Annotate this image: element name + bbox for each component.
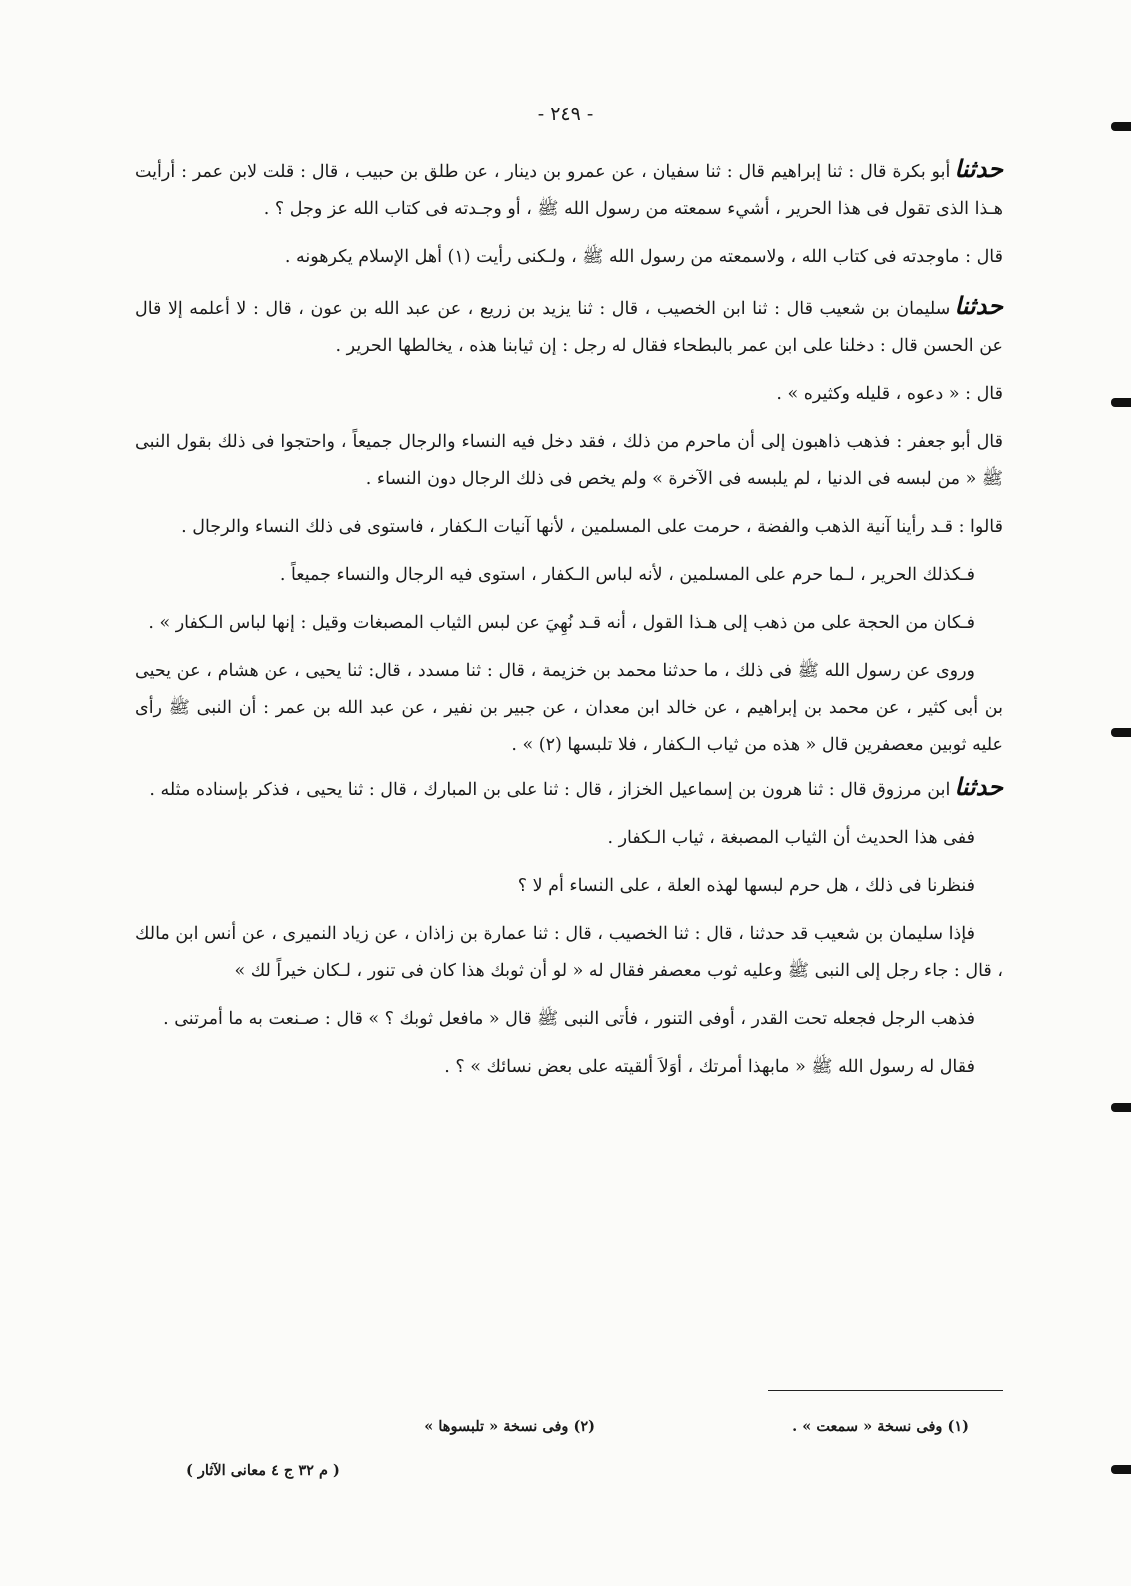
paragraph (135, 509, 1003, 546)
paragraph-text: قالوا : قـد رأينا آنية الذهب والفضة ، حرمت على المسلمين ، لأنها آنيات الـكفار ، فاستوى فى ذلك النساء والرجال . (181, 517, 1003, 537)
footnote-divider (768, 1390, 1003, 1391)
margin-mark (1111, 1103, 1131, 1112)
paragraph (135, 868, 1003, 905)
paragraph-text: فقال له رسول الله ﷺ « مابهذا أمرتك ، أوَلاَ ألقيته على بعض نسائك » ؟ . (444, 1057, 975, 1077)
paragraph (135, 916, 1003, 990)
signature-mark: ( م ٣٢ ج ٤ معانى الآثار ) (186, 1462, 340, 1479)
paragraph-text: ففى هذا الحديث أن الثياب المصبغة ، ثياب الـكفار . (607, 828, 975, 848)
hadith-lead: حدثنا (954, 154, 1003, 183)
paragraph-text: فنظرنا فى ذلك ، هل حرم لبسها لهذه العلة ، على النساء أم لا ؟ (517, 876, 975, 896)
paragraph-text: أبو بكرة قال : ثنا إبراهيم قال : ثنا سفيان ، عن عمرو بن دينار ، عن طلق بن حبيب ، قال : قلت لابن عمر : أرأيت هـذا الذى تقول فى هذا الحرير ، أشيء سمعته من رسول الله ﷺ ، أو وجـدته فى كتاب الله عز وجل ؟ . (135, 162, 1003, 219)
paragraph-text: قال أبو جعفر : فذهب ذاهبون إلى أن ماحرم من ذلك ، فقد دخل فيه النساء والرجال جميعاً ، واحتجوا فى ذلك بقول النبى ﷺ « من لبسه فى الدنيا ، لم يلبسه فى الآخرة » ولم يخص فى ذلك الرجال دون النساء . (135, 432, 1003, 489)
hadith-lead: حدثنا (954, 291, 1003, 320)
paragraph-text: قال : « دعوه ، قليله وكثيره » . (776, 384, 1003, 404)
paragraph-text: فذهب الرجل فجعله تحت القدر ، أوفى التنور ، فأتى النبى ﷺ قال « مافعل ثوبك ؟ » قال : صـنعت به ما أمرتنى . (163, 1009, 975, 1029)
paragraph (135, 376, 1003, 413)
paragraph-text: وروى عن رسول الله ﷺ فى ذلك ، ما حدثنا محمد بن خزيمة ، قال : ثنا مسدد ، قال: ثنا يحيى ، عن هشام ، عن يحيى بن أبى كثير ، عن محمد بن إبراهيم ، عن خالد ابن معدان ، عن جبير بن نفير ، عن عبد الله بن عمر : أن النبى ﷺ رأى عليه ثوبين معصفرين قال « هذه من ثياب الـكفار ، فلا تلبسها (٢) » . (135, 661, 1003, 755)
footnote-1: (١) وفى نسخة « سمعت » . (792, 1418, 969, 1435)
page-number: - ٢٤٩ - (537, 103, 594, 125)
paragraph (135, 150, 1003, 228)
margin-mark (1111, 122, 1131, 131)
paragraph-text: فإذا سليمان بن شعيب قد حدثنا ، قال : ثنا الخصيب ، قال : ثنا عمارة بن زاذان ، عن زياد النميرى ، عن أنس ابن مالك ، قال : جاء رجل إلى النبى ﷺ وعليه ثوب معصفر فقال له « لو أن ثوبك هذا كان فى تنور ، لـكان خيراً لك » (135, 924, 1003, 981)
paragraph (135, 820, 1003, 857)
paragraph (135, 1001, 1003, 1038)
paragraph (135, 287, 1003, 365)
margin-mark (1111, 728, 1131, 737)
footnote-2: (٢) وفى نسخة « تلبسوها » (424, 1418, 595, 1435)
hadith-lead: حدثنا (954, 772, 1003, 801)
paragraph-text: فـكان من الحجة على من ذهب إلى هـذا القول ، أنه قـد نُهِيَ عن لبس الثياب المصبغات وقيل : إنها لباس الـكفار » . (148, 613, 975, 633)
paragraph (135, 557, 1003, 594)
paragraph-text: فـكذلك الحرير ، لـما حرم على المسلمين ، لأنه لباس الـكفار ، استوى فيه الرجال والنساء جميعاً . (279, 565, 975, 585)
margin-mark (1111, 398, 1131, 407)
margin-mark (1111, 1465, 1131, 1474)
paragraph (135, 768, 1003, 809)
paragraph (135, 424, 1003, 498)
paragraph-text: قال : ماوجدته فى كتاب الله ، ولاسمعته من رسول الله ﷺ ، ولـكنى رأيت (١) أهل الإسلام يكرهونه . (284, 247, 1003, 267)
paragraph (135, 239, 1003, 276)
paragraph (135, 653, 1003, 764)
paragraph-text: سليمان بن شعيب قال : ثنا ابن الخصيب ، قال : ثنا يزيد بن زريع ، عن عبد الله بن عون ، قال : لا أعلمه إلا قال عن الحسن قال : دخلنا على ابن عمر بالبطحاء فقال له رجل : إن ثيابنا هذه ، يخالطها الحرير . (135, 299, 1003, 356)
body-text (135, 150, 1003, 1097)
paragraph-text: ابن مرزوق قال : ثنا هرون بن إسماعيل الخزاز ، قال : ثنا على بن المبارك ، قال : ثنا يحيى ، فذكر بإسناده مثله . (149, 780, 951, 800)
paragraph (135, 605, 1003, 642)
paragraph (135, 1049, 1003, 1086)
